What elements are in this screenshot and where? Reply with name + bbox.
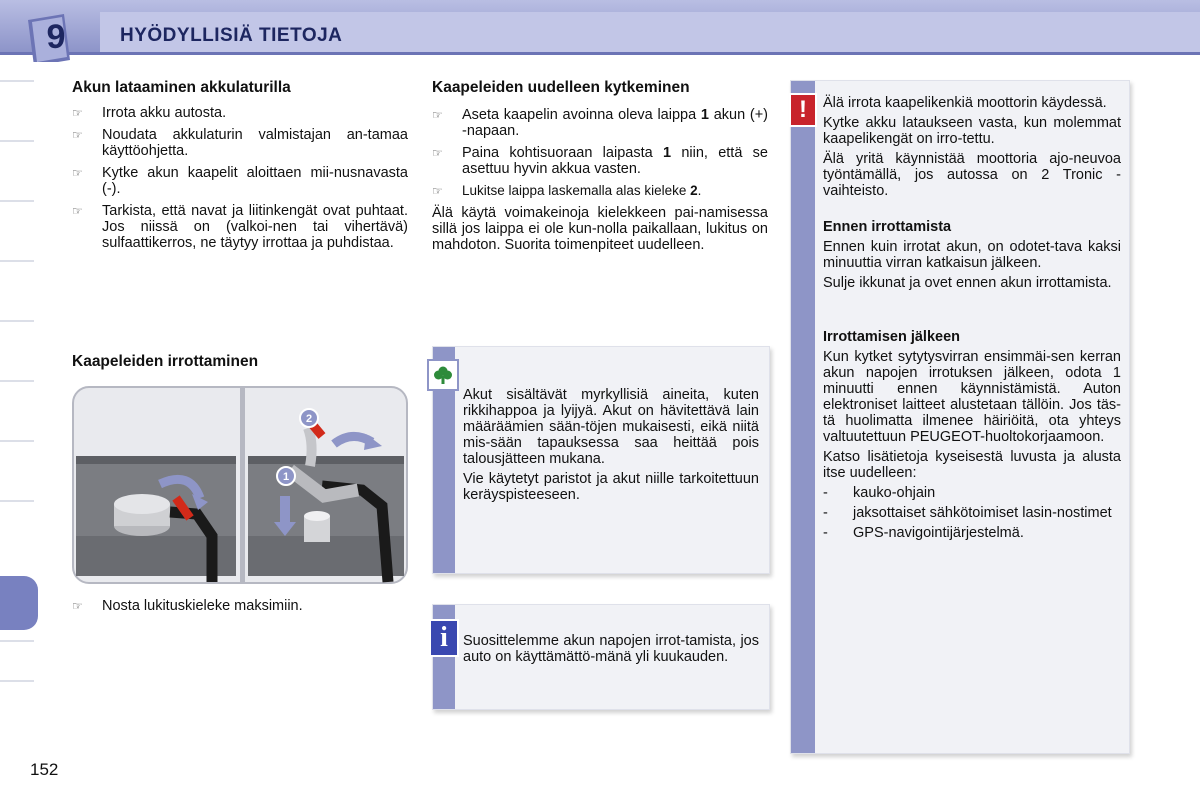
after-removal-heading: Irrottamisen jälkeen [823, 329, 960, 345]
list-item: ☞ Tarkista, että navat ja liitinkengät ovat puhtaat. Jos niissä on (valkoi-nen tai vihertävä) sulfaattikerros, ne täytyy irrottaa ja puhdistaa. [72, 203, 408, 251]
warning-panel [790, 80, 1130, 754]
warning-icon: ! [789, 93, 817, 127]
list-item: ☞ Paina kohtisuoraan laipasta 1 niin, että se asettuu hyvin akkua vasten. [432, 145, 768, 177]
after-removal-paragraph: Kun kytket sytytysvirran ensimmäi-sen kerran akun napojen irrotuksen jälkeen, odota 1 minuutti ennen käynnistämistä. Auton elektroniset laitteet alustetaan tällöin. Jos täs-tä huolimatta ilmenee häiriöitä, ota yhteys valtuutettuun PEUGEOT-huoltokorjaamoon. [823, 349, 1121, 445]
info-note-box [432, 604, 770, 710]
charging-title: Akun lataaminen akkulaturilla [72, 79, 291, 96]
recycling-paragraph: Akut sisältävät myrkyllisiä aineita, kuten rikkihappoa ja lyijyä. Akut on hävitettävä lain määräämien sään-töjen mukaisesti, eikä niitä mis-sään tapauksessa saa heittää pois talousjätteen mukana. [463, 387, 759, 467]
before-removal-heading: Ennen irrottamista [823, 219, 952, 235]
disconnect-section [72, 352, 408, 371]
pointing-hand-icon: ☞ [432, 108, 443, 122]
reconnect-title: Kaapeleiden uudelleen kytkeminen [432, 79, 690, 96]
list-item: ☞ Nosta lukituskieleke maksimiin. [72, 598, 303, 614]
info-paragraph: Suosittelemme akun napojen irrot-tamista, jos auto on käyttämättö-mänä yli kuukauden. [463, 633, 759, 665]
list-item: ☞ Noudata akkulaturin valmistajan an-tamaa käyttöohjetta. [72, 127, 408, 159]
before-removal-paragraph: Ennen kuin irrotat akun, on odotet-tava kaksi minuuttia virran katkaisun jälkeen. [823, 239, 1121, 271]
pointing-hand-icon: ☞ [72, 204, 83, 218]
warning-paragraph: Älä irrota kaapelikenkiä moottorin käydessä. [823, 95, 1107, 111]
step-badge-1: 1 [282, 471, 290, 483]
disconnect-steps [72, 598, 408, 620]
pointing-hand-icon: ☞ [432, 184, 443, 198]
after-removal-paragraph: Katso lisätietoja kyseisestä luvusta ja alusta itse uudelleen: [823, 449, 1121, 481]
recycling-paragraph: Vie käytetyt paristot ja akut niille tarkoitettuun keräyspisteeseen. [463, 471, 759, 503]
reconnect-list [432, 107, 768, 199]
warning-paragraph: Kytke akku latаukseen vasta, kun molemmat kaapelikengät on irro-tettu. [823, 115, 1121, 147]
chapter-number: 9 [46, 18, 66, 56]
list-item: ☞ Aseta kaapelin avoinna oleva laippa 1 akun (+) -napaan. [432, 107, 768, 139]
reconnect-section [432, 78, 768, 253]
pointing-hand-icon: ☞ [432, 146, 443, 160]
list-item: ☞ Irrota akku autosta. [72, 105, 227, 121]
recycling-note-box [432, 346, 770, 574]
battery-terminal-illustration [72, 386, 408, 584]
pointing-hand-icon: ☞ [72, 166, 83, 180]
reinit-list [823, 485, 1121, 541]
info-icon: i [429, 619, 459, 657]
page-number: 152 [30, 760, 59, 779]
disconnect-list [72, 598, 408, 614]
list-item: - GPS-navigointijärjestelmä. [823, 525, 1024, 541]
chapter-title: HYÖDYLLISIÄ TIETOJA [120, 25, 343, 46]
step-badge-2: 2 [305, 413, 313, 425]
eco-tree-icon [427, 359, 459, 391]
battery-illustration [72, 386, 408, 584]
pointing-hand-icon: ☞ [72, 599, 83, 613]
pointing-hand-icon: ☞ [72, 128, 83, 142]
list-item: ☞ Lukitse laippa laskemalla alas kieleke 2. [432, 183, 702, 198]
reconnect-paragraph: Älä käytä voimakeinoja kielekkeen pai-namisessa sillä jos laippa ei ole kun-nolla paikallaan, lukitus on mahdoton. Suorita toimenpiteet uudelleen. [432, 205, 768, 253]
disconnect-title: Kaapeleiden irrottaminen [72, 353, 259, 370]
charging-list [72, 105, 408, 251]
side-tab-active[interactable] [0, 576, 38, 630]
list-item: ☞ Kytke akun kaapelit aloittaen mii-nusnavasta (-). [72, 165, 408, 197]
before-removal-paragraph: Sulje ikkunat ja ovet ennen akun irrottamista. [823, 275, 1112, 291]
pointing-hand-icon: ☞ [72, 106, 83, 120]
list-item: - jaksottaiset sähkötoimiset lasin-nostimet [823, 505, 1112, 521]
list-item: - kauko-ohjain [823, 485, 936, 501]
warning-paragraph: Älä yritä käynnistää moottoria ajo-neuvoa työntämällä, jos autossa on 2 Tronic -vaihteisto. [823, 151, 1121, 199]
charging-section [72, 78, 408, 257]
